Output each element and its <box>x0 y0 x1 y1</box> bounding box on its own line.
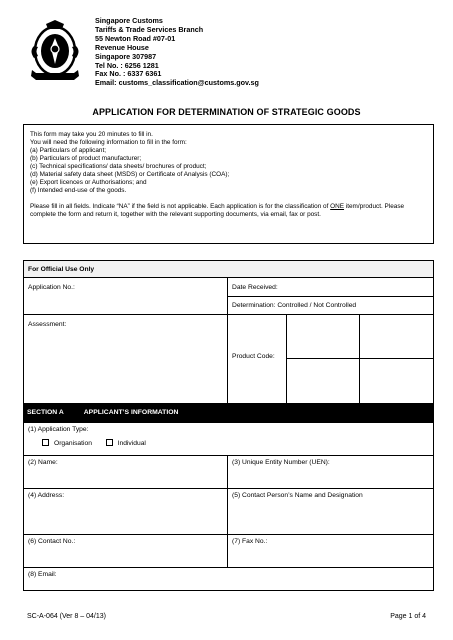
required-item: (f) Intended end-use of the goods. <box>30 187 127 195</box>
uen-field[interactable] <box>227 455 434 489</box>
individual-option-label: Individual <box>117 440 146 447</box>
instruction-duration: This form may take you 20 minutes to fill in. <box>30 131 153 138</box>
required-item: (d) Material safety data sheet (MSDS) or Certificate of Analysis (COA); <box>30 171 230 179</box>
individual-checkbox[interactable] <box>106 439 113 446</box>
application-no-field <box>23 277 228 315</box>
official-use-header: For Official Use Only <box>23 260 434 278</box>
date-received-field <box>227 277 434 297</box>
product-code-box <box>286 358 360 404</box>
section-a-header <box>23 404 434 422</box>
determination-label: Determination: Controlled / Not Controlled <box>232 302 357 309</box>
telephone: Tel No. : 6256 1281 <box>95 60 159 70</box>
uen-label: (3) Unique Entity Number (UEN): <box>232 459 330 466</box>
contact-person-label: (5) Contact Person’s Name and Designation <box>232 492 363 499</box>
emphasis-one: ONE <box>330 203 345 211</box>
section-a-label: SECTION A <box>27 409 64 416</box>
fax-no-field[interactable] <box>227 534 434 568</box>
instructions-box <box>23 124 434 244</box>
email-label: (8) Email: <box>28 571 57 578</box>
application-type-field <box>23 422 434 456</box>
application-no-label: Application No.: <box>28 284 75 291</box>
name-label: (2) Name: <box>28 459 58 466</box>
contact-no-field[interactable] <box>23 534 228 568</box>
organisation-option-label: Organisation <box>54 440 92 447</box>
date-received-label: Date Received: <box>232 284 278 291</box>
branch-name: Tariffs & Trade Services Branch <box>95 24 204 34</box>
contact-no-label: (6) Contact No.: <box>28 538 76 545</box>
product-code-label: Product Code: <box>232 353 275 360</box>
required-item: (c) Technical specifications/ data sheets/ brochures of product; <box>30 163 207 171</box>
email-contact: Email: customs_classification@customs.gov.sg <box>95 78 259 88</box>
instruction-lead: You will need the following information to fill in the form: <box>30 139 187 147</box>
product-code-box <box>359 314 434 359</box>
name-field[interactable] <box>23 455 228 489</box>
application-type-label: (1) Application Type: <box>28 426 89 433</box>
product-code-label-cell <box>227 314 287 404</box>
product-code-box <box>359 358 434 404</box>
required-item: (e) Export licences or Authorisations; and <box>30 179 147 187</box>
fax-no-label: (7) Fax No.: <box>232 538 268 545</box>
assessment-label: Assessment: <box>28 321 67 328</box>
document-title: APPLICATION FOR DETERMINATION OF STRATEGIC GOODS <box>92 107 361 117</box>
email-field[interactable] <box>23 567 434 591</box>
required-item: (a) Particulars of applicant; <box>30 147 107 155</box>
singapore-customs-crest <box>28 18 82 84</box>
fax: Fax No. : 6337 6361 <box>95 69 162 79</box>
address-line-2: Revenue House <box>95 42 149 52</box>
agency-name: Singapore Customs <box>95 16 163 25</box>
section-a-title: APPLICANT’S INFORMATION <box>83 409 179 416</box>
address-line-1: 55 Newton Road #07-01 <box>95 33 176 43</box>
assessment-field <box>23 314 228 404</box>
organisation-checkbox[interactable] <box>42 439 49 446</box>
agency-header <box>95 17 259 88</box>
required-item: (b) Particulars of product manufacturer; <box>30 155 142 163</box>
contact-person-field[interactable] <box>227 488 434 535</box>
determination-field <box>227 296 434 315</box>
address-label: (4) Address: <box>28 492 65 499</box>
form-number: SC-A-064 (Ver 8 – 04/13) <box>27 613 106 620</box>
product-code-box <box>286 314 360 359</box>
address-line-3: Singapore 307987 <box>95 51 157 61</box>
instruction-paragraph: Please fill in all fields. Indicate “NA” if the field is not applicable. Each application is for the classification of ONE item/product. Please complete the form and return it, together with the relevant supporting documents, via email, fax or post. <box>30 203 405 219</box>
page-number: Page 1 of 4 <box>390 613 426 620</box>
address-field[interactable] <box>23 488 228 535</box>
